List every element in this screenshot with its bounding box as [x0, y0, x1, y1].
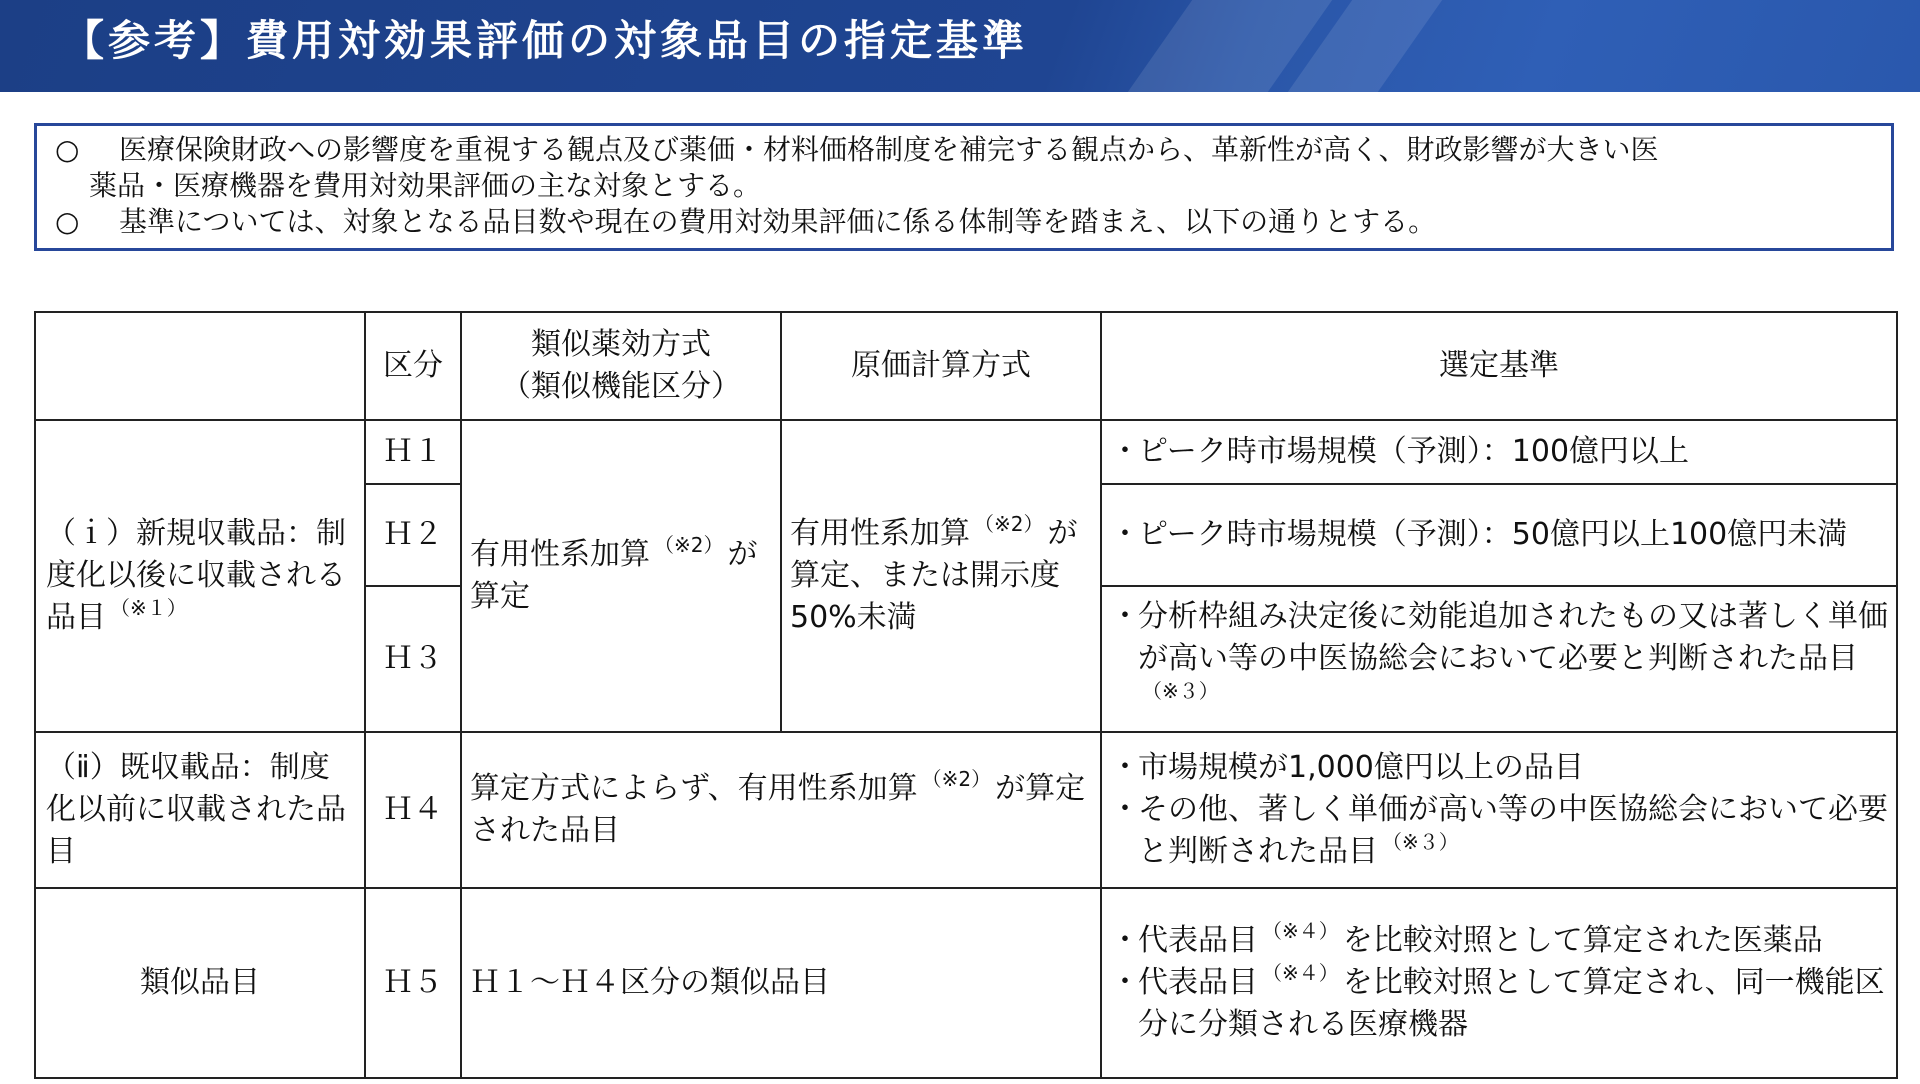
group-new-cost: 有用性系加算 $^{(※2)}$ が算定、または開示度50%未満 — [781, 420, 1101, 732]
bullet: ・ — [1110, 792, 1140, 827]
category-code: Ｈ５ — [365, 888, 461, 1078]
header-cost-method: 原価計算方式 — [781, 312, 1101, 420]
header-blank — [35, 312, 365, 420]
ref-mark: （※４） — [1262, 961, 1339, 985]
header-category: 区分 — [365, 312, 461, 420]
ref-mark: （※３） — [1142, 679, 1219, 703]
ref-mark: （※３） — [1382, 830, 1459, 854]
ref-mark: （※2） — [974, 512, 1044, 536]
group-existing-method: 算定方式によらず、有用性系加算 $^{(※2)}$ が算定された品目 — [461, 732, 1101, 888]
ref-mark: （※2） — [921, 767, 992, 791]
criteria-cell: ・ ピーク時市場規模（予測）：100億円以上 — [1101, 420, 1897, 484]
category-code: Ｈ１ — [365, 420, 461, 484]
criteria-cell: ・ 分析枠組み決定後に効能追加されたもの又は著しく単価が高い等の中医協総会において必要と判断された品目$^{(※3)}$ — [1101, 586, 1897, 732]
group-new-similar: 有用性系加算 $^{(※2)}$ が算定 — [461, 420, 781, 732]
group-existing-label: （ⅱ）既収載品：制度化以前に収載された品目 — [35, 732, 365, 888]
group-similar-method: Ｈ１～Ｈ４区分の類似品目 — [461, 888, 1101, 1078]
bullet: ・ — [1110, 599, 1140, 634]
ref-mark: （※１） — [110, 596, 187, 620]
group-new-label: （ｉ）新規収載品：制度化以後に収載される品目 $^{(※1)}$ — [35, 420, 365, 732]
group-similar-label: 類似品目 — [35, 888, 365, 1078]
ref-mark: （※４） — [1262, 919, 1339, 943]
table-row — [35, 888, 1897, 1078]
bullet: ・ — [1110, 965, 1140, 1000]
category-code: Ｈ４ — [365, 732, 461, 888]
summary-text: 医療保険財政への影響度を重視する観点及び薬価・材料価格制度を補完する観点から、革新性が高く、財政影響が大きい医 — [119, 133, 1659, 166]
criteria-cell: ・ ピーク時市場規模（予測）：50億円以上100億円未満 — [1101, 484, 1897, 586]
category-code: Ｈ３ — [365, 586, 461, 732]
table-header-row — [35, 312, 1897, 420]
summary-text: 基準については、対象となる品目数や現在の費用対効果評価に係る体制等を踏まえ、以下の通りとする。 — [119, 205, 1437, 238]
ref-mark: （※2） — [654, 533, 724, 557]
table-row — [35, 732, 1897, 888]
circle-bullet-icon: ○ — [55, 205, 80, 238]
criteria-cell: ・ 代表品目 $^{(※4)}$ を比較対照として算定された医薬品 ・ 代表品目 $^{(※4)}$ を比較対照として算定され、同一機能区分に分類される医療機器 — [1101, 888, 1897, 1078]
bullet: ・ — [1110, 750, 1140, 785]
summary-text: 薬品・医療機器を費用対効果評価の主な対象とする。 — [89, 169, 762, 202]
bullet: ・ — [1110, 517, 1140, 552]
header-similar-method: 類似薬効方式 （類似機能区分） — [461, 312, 781, 420]
summary-item — [55, 204, 1873, 240]
criteria-table — [34, 311, 1898, 1079]
title-banner — [0, 0, 1920, 92]
circle-bullet-icon: ○ — [55, 133, 80, 166]
summary-item-continued — [55, 168, 1873, 204]
table-row — [35, 420, 1897, 484]
header-criteria: 選定基準 — [1101, 312, 1897, 420]
category-code: Ｈ２ — [365, 484, 461, 586]
bullet: ・ — [1110, 434, 1140, 469]
summary-box — [34, 123, 1894, 251]
bullet: ・ — [1110, 923, 1140, 958]
criteria-cell: ・ 市場規模が1,000億円以上の品目 ・ その他、著しく単価が高い等の中医協総会において必要と判断された品目 $^{(※3)}$ — [1101, 732, 1897, 888]
page-title: 【参考】費用対効果評価の対象品目の指定基準 — [62, 16, 1029, 65]
summary-item — [55, 132, 1873, 168]
